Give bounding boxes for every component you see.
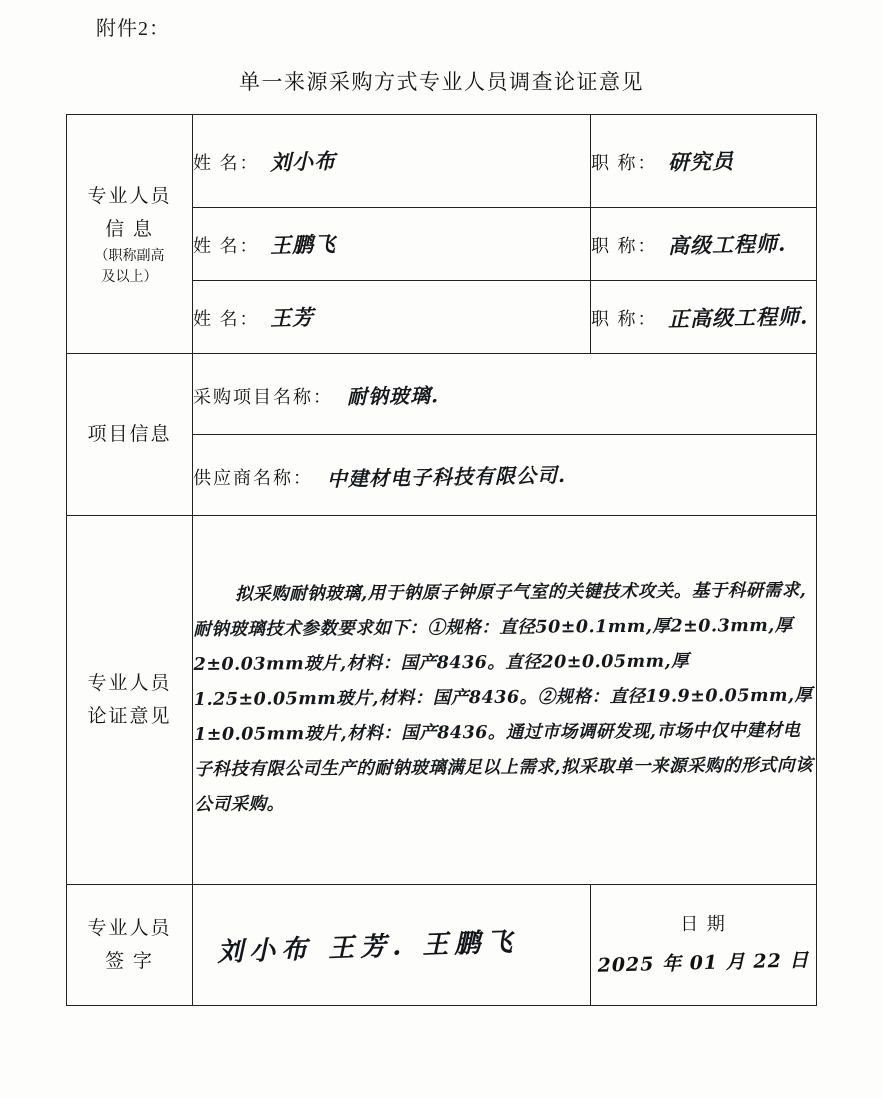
title-value-2: 高级工程师. [667,230,787,259]
table-row [67,354,817,435]
opinion-text: 拟采购耐钠玻璃,用于钠原子钟原子气室的关键技术攻关。基于科研需求,耐钠玻璃技术参数要求如下：①规格：直径50±0.1mm,厚2±0.3mm,厚2±0.03mm玻片,材料：国产8436。直径20±0.05mm,厚1.25±0.05mm玻片,材料：国产8436。②规格：直径19.9±0.05mm,厚1±0.05mm玻片,材料：国产8436。通过市场调研发现,市场中仅中建材电子科技有限公司生产的耐钠玻璃满足以上需求,拟采取单一来源采购的形式向该公司采购。 [193,580,813,815]
opinion-text-cell [193,516,817,885]
signature-label-line2: 签 字 [105,951,154,972]
personnel-title-cell-2 [591,208,817,281]
title-label-2: 职 称： [591,236,658,256]
signature-label-line1: 专业人员 [87,917,172,939]
project-section-label: 项目信息 [67,354,193,516]
title-label-1: 职 称： [591,153,658,173]
personnel-label-line1: 专业人员 [87,185,172,207]
personnel-label-sub2: 及以上） [101,270,158,286]
name-value-1: 刘小布 [269,148,336,175]
supplier-name-value: 中建材电子科技有限公司. [326,462,567,491]
project-name-value: 耐钠玻璃. [346,382,440,409]
name-label-1: 姓 名： [193,153,260,173]
personnel-title-cell-3 [591,281,817,354]
table-row [67,516,817,885]
name-label-2: 姓 名： [193,236,260,256]
signature-value: 刘小布 王芳. 王鹏飞 [216,926,519,968]
opinion-section-label [67,516,193,885]
page-title: 单一来源采购方式专业人员调查论证意见 [239,70,644,94]
table-row [67,115,817,208]
survey-form-table [66,114,817,1006]
personnel-title-cell-1 [591,115,817,208]
name-value-3: 王芳 [269,304,314,331]
opinion-label-line1: 专业人员 [87,672,172,694]
name-label-3: 姓 名： [193,309,260,329]
attachment-label: 附件2： [96,18,170,40]
table-row [67,885,817,1006]
name-value-2: 王鹏飞 [269,231,336,258]
personnel-name-cell-2 [193,208,591,281]
project-name-label: 采购项目名称： [193,386,333,407]
personnel-section-label [67,115,193,354]
supplier-name-label: 供应商名称： [193,467,313,488]
date-cell [591,885,817,1006]
signature-section-label [67,885,193,1006]
project-name-cell [193,354,817,435]
opinion-label-line2: 论证意见 [87,706,172,727]
personnel-label-line2: 信 息 [105,219,154,240]
supplier-name-cell [193,435,817,516]
date-value: 2025 年 01 月 22 日 [597,949,810,977]
personnel-name-cell-1 [193,115,591,208]
title-value-3: 正高级工程师. [667,303,809,332]
title-value-1: 研究员 [667,148,734,175]
title-label-3: 职 称： [591,309,658,329]
date-label: 日 期 [680,914,727,935]
personnel-name-cell-3 [193,281,591,354]
signature-cell [193,885,591,1006]
personnel-label-sub1: （职称副高 [94,249,165,265]
